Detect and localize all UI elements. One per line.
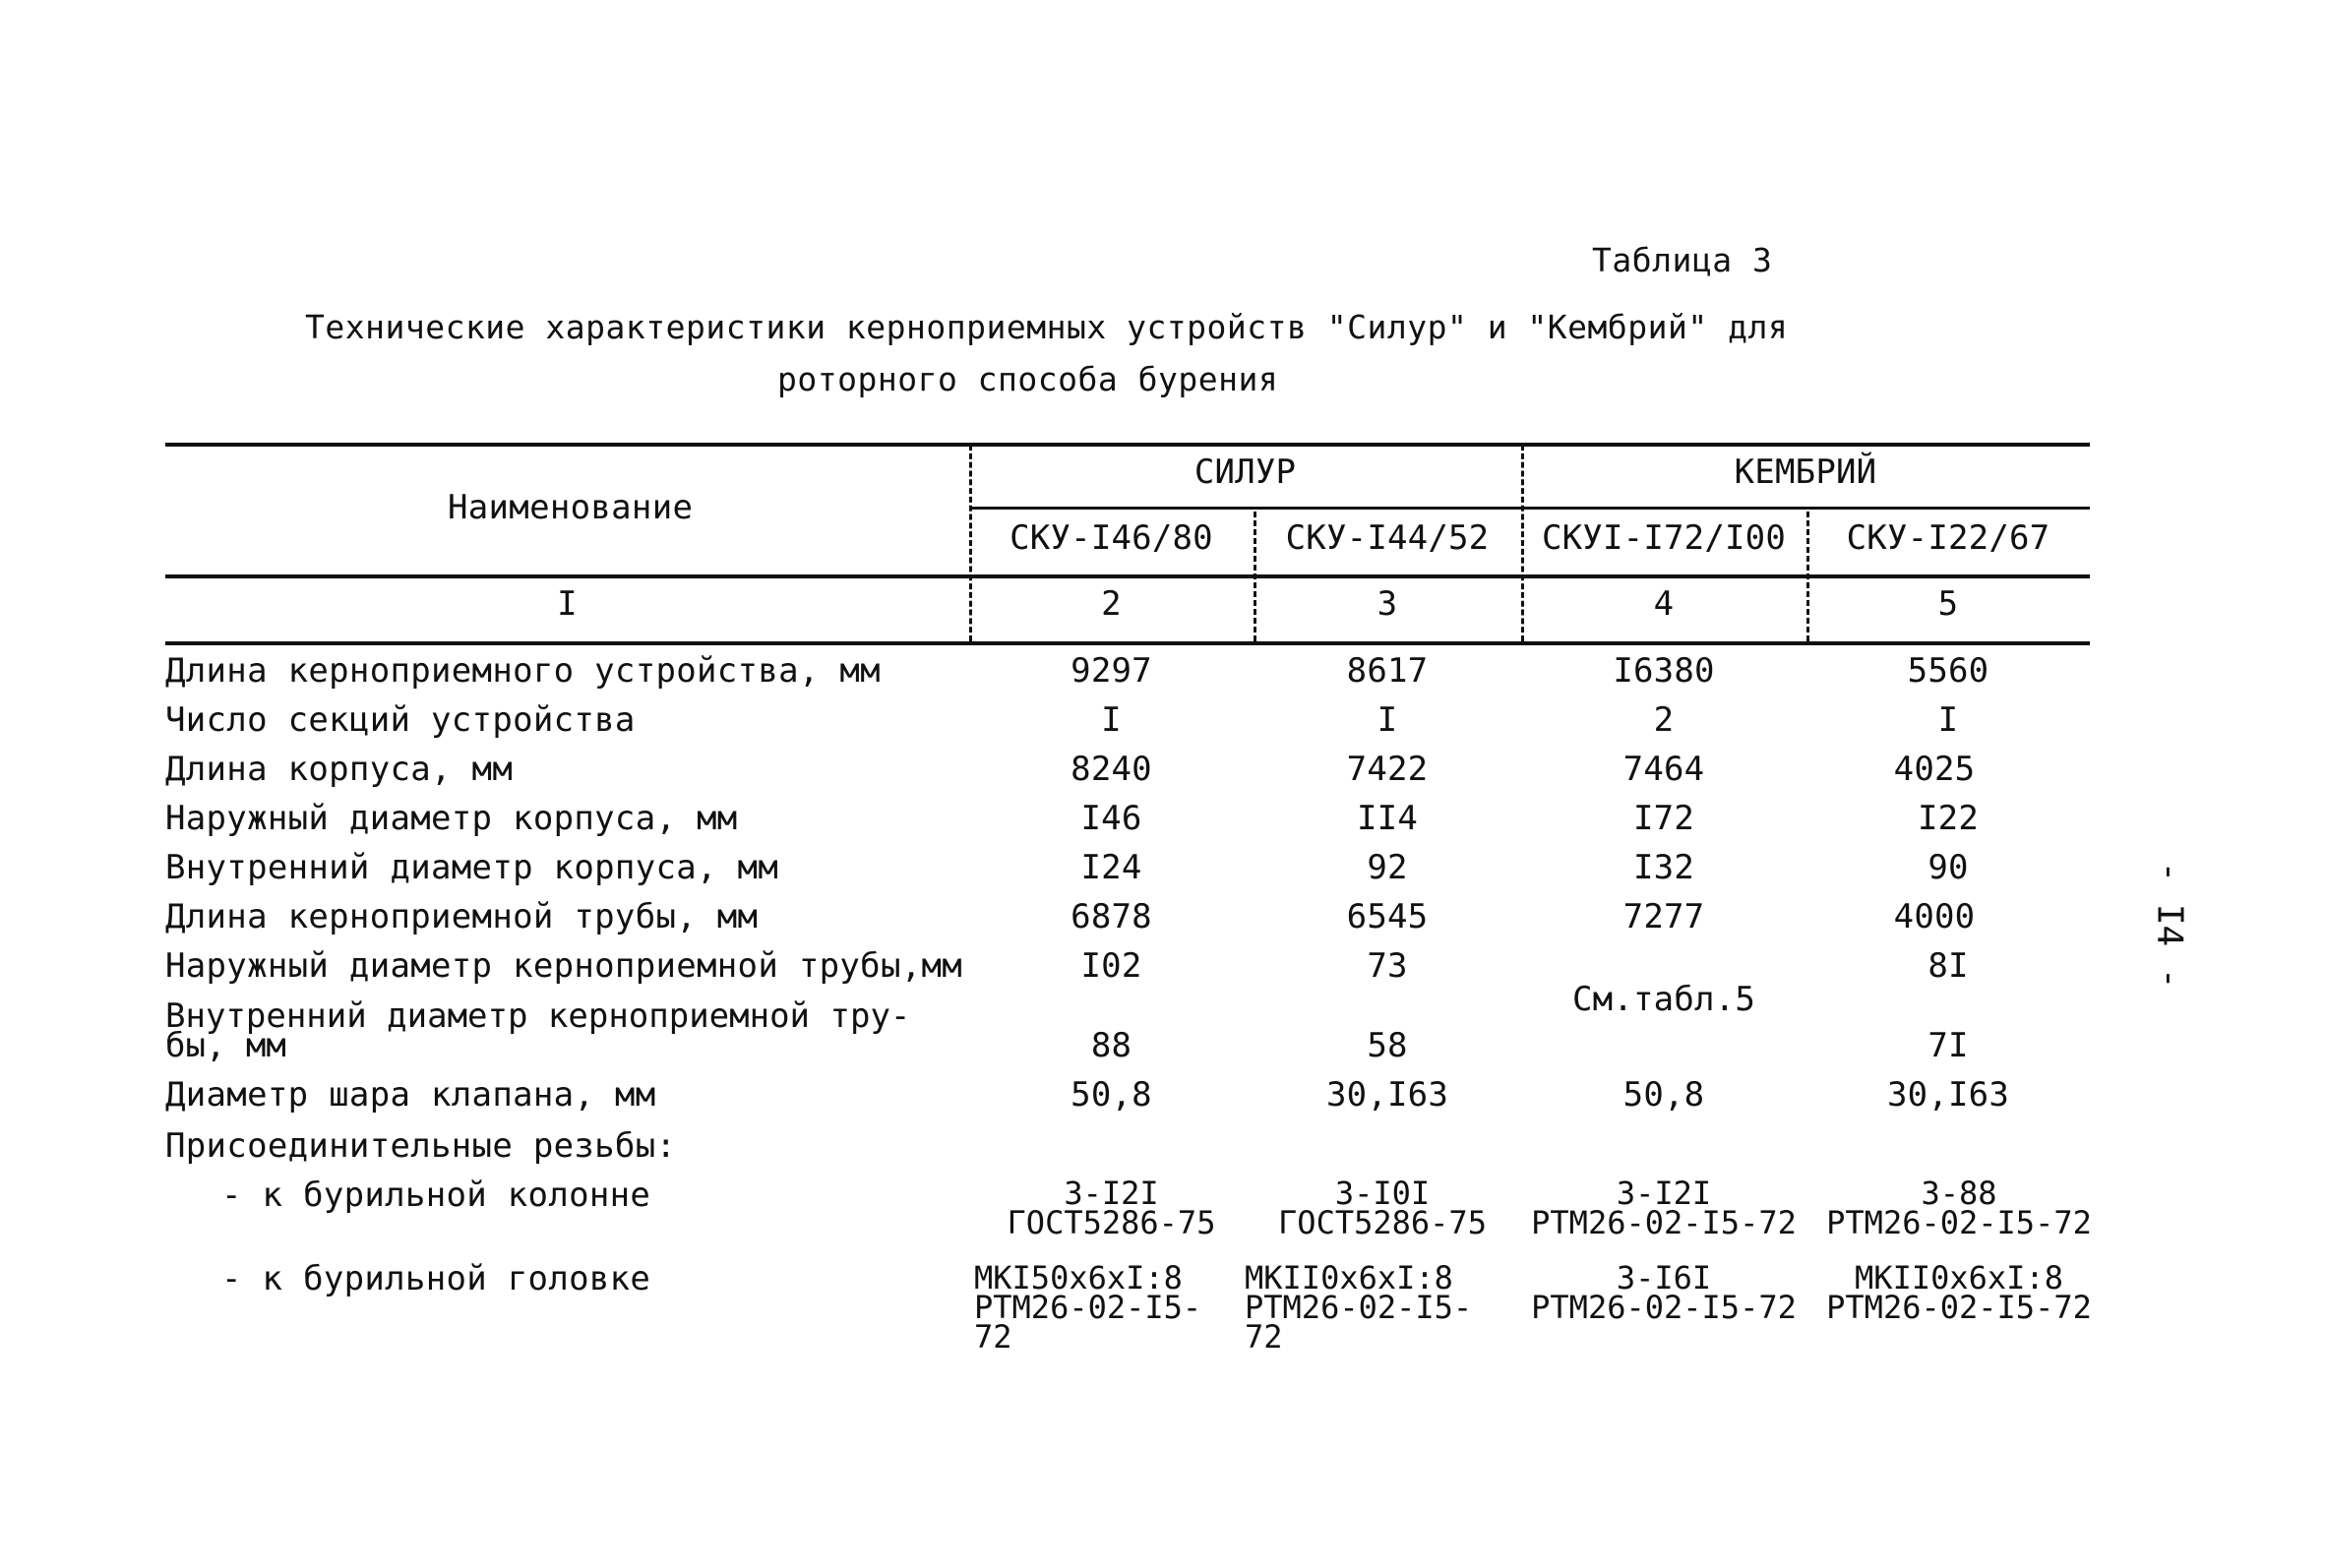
table-top-rule bbox=[165, 443, 2090, 447]
thread-cell bbox=[1806, 1259, 2111, 1326]
header-number-2: 2 bbox=[1101, 584, 1122, 624]
header-group-silur: СИЛУР bbox=[1193, 452, 1297, 492]
header-number-3: 3 bbox=[1377, 584, 1398, 624]
row-value: 8617 bbox=[1346, 651, 1429, 691]
thread-cell bbox=[1521, 1175, 1806, 1241]
row-label: Наружный диаметр корпуса, мм bbox=[165, 799, 738, 838]
row-value: 88 bbox=[1090, 1026, 1132, 1065]
thread-line: МКII0х6хI:8 bbox=[1245, 1259, 1453, 1297]
row-value: I bbox=[1937, 700, 1959, 740]
thread-line: ГОСТ5286-75 bbox=[1007, 1204, 1216, 1241]
numbers-bottom-rule bbox=[165, 641, 2090, 645]
header-bottom-rule bbox=[165, 574, 2090, 578]
see-table-note: См.табл.5 bbox=[1571, 980, 1756, 1019]
header-number-1: I bbox=[557, 584, 578, 624]
threads-heading: Присоединительные резьбы: bbox=[165, 1126, 677, 1166]
thread-line: 3-I2I bbox=[1616, 1175, 1712, 1212]
row-value: 9297 bbox=[1071, 651, 1152, 691]
row-value: 5560 bbox=[1907, 651, 1989, 691]
thread-line: 3-I6I bbox=[1616, 1259, 1712, 1297]
row-label-line1: Внутренний диаметр керноприемной тру- bbox=[165, 996, 911, 1036]
thread-cell bbox=[1521, 1259, 1806, 1326]
row-value: 90 bbox=[1927, 848, 1969, 887]
thread-line: РТМ26-02-I5- bbox=[974, 1289, 1202, 1326]
row-value: 92 bbox=[1367, 848, 1408, 887]
row-label: Длина керноприемной трубы, мм bbox=[165, 897, 759, 936]
row-value: I46 bbox=[1080, 799, 1142, 838]
thread-cell bbox=[974, 1259, 1202, 1356]
row-label bbox=[165, 996, 911, 1065]
thread-line: МКI50х6хI:8 bbox=[974, 1259, 1183, 1297]
row-value: II4 bbox=[1356, 799, 1418, 838]
thread-line: 3-I2I bbox=[1064, 1175, 1159, 1212]
thread-line: 3-88 bbox=[1921, 1175, 1997, 1212]
thread-cell bbox=[969, 1175, 1254, 1241]
row-label: Внутренний диаметр корпуса, мм bbox=[165, 848, 779, 887]
row-value: 2 bbox=[1653, 700, 1675, 740]
row-value: 8240 bbox=[1071, 750, 1152, 789]
header-group-kembriy: КЕМБРИЙ bbox=[1734, 452, 1877, 492]
row-value: 7277 bbox=[1622, 897, 1705, 936]
row-value: 4000 bbox=[1893, 897, 1976, 936]
thread-cell bbox=[1806, 1175, 2111, 1241]
row-value: 30,I63 bbox=[1325, 1075, 1449, 1115]
thread-line: 72 bbox=[974, 1318, 1012, 1356]
header-model-4: СКУ-I22/67 bbox=[1846, 518, 2050, 558]
row-value: 7422 bbox=[1346, 750, 1429, 789]
row-value: I32 bbox=[1632, 848, 1694, 887]
row-value: I24 bbox=[1080, 848, 1142, 887]
row-value: I bbox=[1377, 700, 1398, 740]
header-name: Наименование bbox=[448, 488, 694, 527]
row-value: I6380 bbox=[1613, 651, 1715, 691]
row-value: I22 bbox=[1917, 799, 1979, 838]
thread-line: РТМ26-02-I5-72 bbox=[1826, 1204, 2092, 1241]
row-label: Длина корпуса, мм bbox=[165, 750, 514, 789]
group-header-rule bbox=[969, 507, 2090, 510]
thread-cell bbox=[1240, 1175, 1525, 1241]
row-value: 8I bbox=[1927, 946, 1969, 986]
row-value: I bbox=[1101, 700, 1122, 740]
thread-line: РТМ26-02-I5-72 bbox=[1531, 1204, 1797, 1241]
thread-line: РТМ26-02-I5-72 bbox=[1826, 1289, 2092, 1326]
header-model-3: СКУI-I72/I00 bbox=[1541, 518, 1787, 558]
row-label: Длина керноприемного устройства, мм bbox=[165, 651, 881, 691]
row-value: 58 bbox=[1367, 1026, 1408, 1065]
thread-line: 3-I0I bbox=[1334, 1175, 1431, 1212]
header-number-5: 5 bbox=[1937, 584, 1959, 624]
row-label-line2: бы, мм bbox=[165, 1026, 286, 1065]
header-model-1: СКУ-I46/80 bbox=[1010, 518, 1213, 558]
thread-line: РТМ26-02-I5-72 bbox=[1531, 1289, 1797, 1326]
header-model-2: СКУ-I44/52 bbox=[1285, 518, 1490, 558]
row-value: I02 bbox=[1080, 946, 1142, 986]
row-value: 50,8 bbox=[1622, 1075, 1705, 1115]
threads-drill-string-label: - к бурильной колонне bbox=[221, 1176, 651, 1215]
row-value: 50,8 bbox=[1071, 1075, 1152, 1115]
thread-cell bbox=[1245, 1259, 1473, 1356]
row-label: Число секций устройства bbox=[165, 700, 636, 740]
header-number-4: 4 bbox=[1653, 584, 1675, 624]
row-value: 7I bbox=[1927, 1026, 1969, 1065]
page-number: - I4 - bbox=[2149, 861, 2190, 990]
row-value: 7464 bbox=[1622, 750, 1705, 789]
thread-line: РТМ26-02-I5- bbox=[1245, 1289, 1473, 1326]
thread-line: 72 bbox=[1245, 1318, 1283, 1356]
row-value: 30,I63 bbox=[1886, 1075, 2010, 1115]
row-label: Наружный диаметр керноприемной трубы,мм bbox=[165, 946, 963, 986]
table-title-line2: роторного способа бурения bbox=[777, 360, 1279, 398]
row-value: 73 bbox=[1367, 946, 1408, 986]
row-value: 6545 bbox=[1346, 897, 1429, 936]
row-value: I72 bbox=[1632, 799, 1694, 838]
table-number: Таблица 3 bbox=[1592, 241, 1773, 279]
thread-line: МКII0х6хI:8 bbox=[1855, 1259, 2063, 1297]
table-title-line1: Технические характеристики керноприемных устройств "Силур" и "Кембрий" для bbox=[305, 308, 1789, 346]
row-label: Диаметр шара клапана, мм bbox=[165, 1075, 656, 1115]
row-value: 4025 bbox=[1893, 750, 1976, 789]
thread-line: ГОСТ5286-75 bbox=[1278, 1204, 1487, 1241]
row-value: 6878 bbox=[1071, 897, 1152, 936]
threads-drill-head-label: - к бурильной головке bbox=[221, 1259, 651, 1298]
